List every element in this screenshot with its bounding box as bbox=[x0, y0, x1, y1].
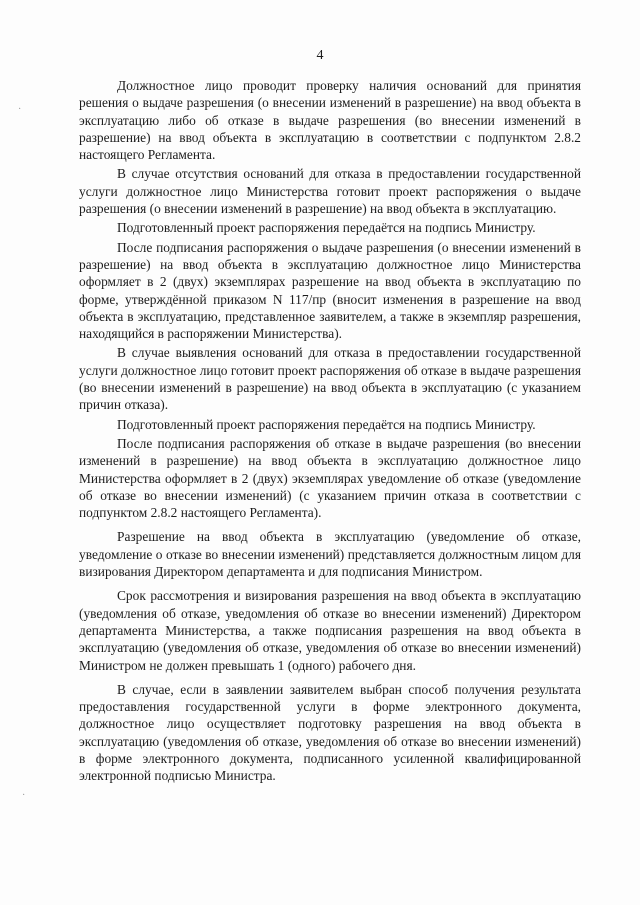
page-number: 4 bbox=[316, 48, 324, 63]
document-body bbox=[79, 77, 581, 787]
paragraph-5: В случае выявления оснований для отказа в предоставлении государственной услуги должностное лицо готовит проект распоряжения об отказе в выдаче разрешения (во внесении изменений в разрешение) на ввод объекта в эксплуатацию (с указанием причин отказа). bbox=[79, 345, 581, 413]
paragraph-4: После подписания распоряжения о выдаче разрешения (о внесении изменений в разрешение) на ввод объекта в эксплуатацию должностное лицо Министерства оформляет в 2 (двух) экземплярах разрешение на ввод объекта в эксплуатацию по форме, утверждённой приказом N 117/пр (вносит изменения в разрешение на ввод объекта в эксплуатацию, представленное заявителем, а также в экземпляр разрешения, находящийся в распоряжении Министерства). bbox=[79, 239, 581, 342]
paragraph-1: Должностное лицо проводит проверку наличия оснований для принятия решения о выдаче разрешения (о внесении изменений в разрешение) на ввод объекта в эксплуатацию либо об отказе в выдаче разрешения (во внесении изменений в разрешение) на ввод объекта в эксплуатацию в соответствии с подпунктом 2.8.2 настоящего Регламента. bbox=[79, 78, 581, 163]
paragraph-2: В случае отсутствия оснований для отказа в предоставлении государственной услуги должностное лицо Министерства готовит проект распоряжения о выдаче разрешения (о внесении изменений в разрешение) на ввод объекта в эксплуатацию. bbox=[79, 166, 581, 217]
scan-mark: · bbox=[18, 104, 22, 115]
scan-mark: · bbox=[22, 790, 26, 801]
paragraph-7: После подписания распоряжения об отказе в выдаче разрешения (во внесении изменений в разрешение) на ввод объекта в эксплуатацию должностное лицо Министерства оформляет в 2 (двух) экземплярах уведомление об отказе (уведомление об отказе во внесении изменений) (с указанием причин отказа в соответствии с подпунктом 2.8.2 настоящего Регламента). bbox=[79, 435, 581, 521]
paragraph-8: Разрешение на ввод объекта в эксплуатацию (уведомление об отказе, уведомление о отказе во внесении изменений) представляется должностным лицом для визирования Директором департамента и для подписания Министром. bbox=[79, 529, 581, 580]
paragraph-6: Подготовленный проект распоряжения передаётся на подпись Министру. bbox=[117, 416, 536, 432]
paragraph-9: Срок рассмотрения и визирования разрешения на ввод объекта в эксплуатацию (уведомления об отказе, уведомления об отказе во внесении изменений) Директором департамента Министерства, а также подписания разрешения на ввод объекта в эксплуатацию (уведомления об отказе, уведомления об отказе во внесении изменений) Министром не должен превышать 1 (одного) рабочего дня. bbox=[79, 588, 581, 673]
paragraph-10: В случае, если в заявлении заявителем выбран способ получения результата предоставления государственной услуги в форме электронного документа, должностное лицо осуществляет подготовку разрешения на ввод объекта в эксплуатацию (уведомления об отказе, уведомления об отказе во внесении изменений) в форме электронного документа, подписанного усиленной квалифицированной электронной подписью Министра. bbox=[79, 681, 581, 784]
paragraph-3: Подготовленный проект распоряжения передаётся на подпись Министру. bbox=[117, 220, 536, 236]
